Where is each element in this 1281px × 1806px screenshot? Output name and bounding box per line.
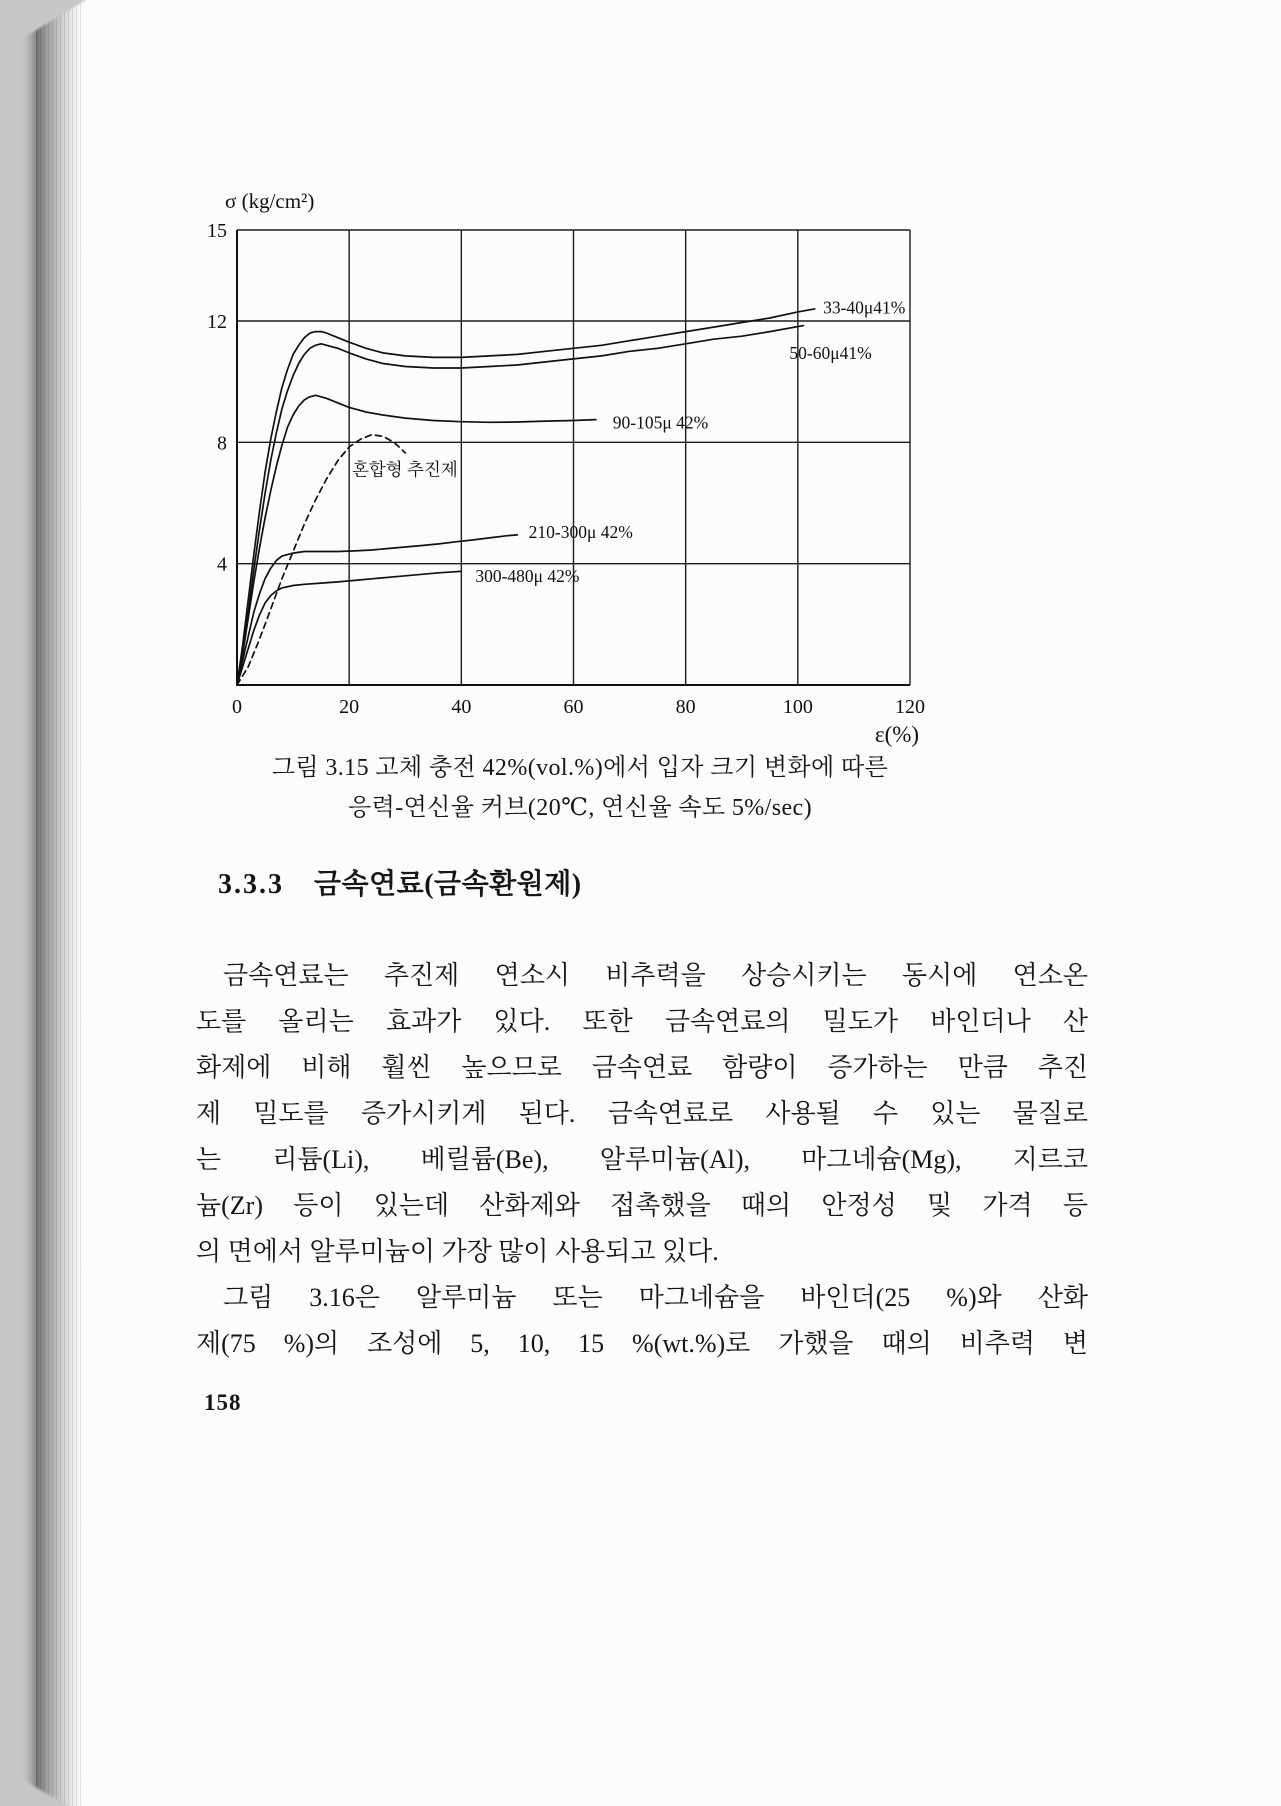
body-text-line: 제(75 %)의 조성에 5, 10, 15 %(wt.%)로 가했을 때의 비추력 변 <box>196 1329 1088 1358</box>
body-text-line: 늄(Zr) 등이 있는데 산화제와 접촉했을 때의 안정성 및 가격 등 <box>196 1191 1088 1220</box>
figure-caption <box>205 748 955 828</box>
series-label: 33-40μ41% <box>823 297 906 318</box>
series-label: 210-300μ 42% <box>528 521 633 542</box>
body-text-line: 는 리튬(Li), 베릴륨(Be), 알루미늄(Al), 마그네슘(Mg), 지르코 <box>196 1145 1088 1174</box>
y-tick-label: 12 <box>207 311 227 333</box>
figure-chart-svg <box>175 185 975 765</box>
x-tick-label: 20 <box>339 696 360 718</box>
body-text-line: 금속연료는 추진제 연소시 비추력을 상승시키는 동시에 연소온 <box>223 961 1088 990</box>
y-tick-label: 8 <box>217 432 227 455</box>
body-text-line: 의 면에서 알루미늄이 가장 많이 사용되고 있다. <box>196 1237 719 1266</box>
body-text-line: 도를 올리는 효과가 있다. 또한 금속연료의 밀도가 바인더나 산 <box>196 1007 1088 1036</box>
x-tick-label: 120 <box>895 696 925 718</box>
book-spine-shadow <box>36 0 82 1806</box>
series-curve <box>237 535 517 685</box>
x-tick-label: 0 <box>232 696 242 718</box>
section-number: 3.3.3 <box>218 869 284 900</box>
page-corner-bottom <box>0 1766 70 1806</box>
series-label: 혼합형 추진제 <box>351 459 458 480</box>
section-heading <box>218 862 582 902</box>
figure-3-15 <box>175 185 975 765</box>
x-tick-label: 80 <box>675 696 696 718</box>
page-corner-top <box>0 0 86 52</box>
page-number: 158 <box>204 1390 242 1415</box>
book-page <box>36 0 1281 1806</box>
body-paragraphs <box>196 953 1088 1367</box>
x-tick-label: 100 <box>782 696 813 718</box>
series-label: 90-105μ 42% <box>612 412 709 433</box>
body-text-line: 제 밀도를 증가시키게 된다. 금속연료로 사용될 수 있는 물질로 <box>196 1099 1088 1128</box>
series-label: 50-60μ41% <box>789 342 872 363</box>
y-tick-label: 15 <box>207 220 227 242</box>
body-text-line: 화제에 비해 훨씬 높으므로 금속연료 함량이 증가하는 만큼 추진 <box>196 1053 1088 1082</box>
series-curve <box>237 326 803 685</box>
figure-caption-line2: 응력-연신율 커브(20℃, 연신율 속도 5%/sec) <box>348 795 812 821</box>
x-axis-label: ε(%) <box>874 722 920 747</box>
series-curve <box>237 309 815 685</box>
x-tick-label: 40 <box>451 696 472 718</box>
body-text-line: 그림 3.16은 알루미늄 또는 마그네슘을 바인더(25 %)와 산화 <box>223 1283 1088 1312</box>
y-tick-label: 4 <box>217 553 227 576</box>
series-label: 300-480μ 42% <box>475 565 580 586</box>
section-title: 금속연료(금속환원제) <box>314 869 582 900</box>
y-axis-label: σ (kg/cm²) <box>225 189 315 213</box>
figure-caption-line1: 그림 3.15 고체 충전 42%(vol.%)에서 입자 크기 변화에 따른 <box>271 755 889 781</box>
x-tick-label: 60 <box>563 696 584 718</box>
